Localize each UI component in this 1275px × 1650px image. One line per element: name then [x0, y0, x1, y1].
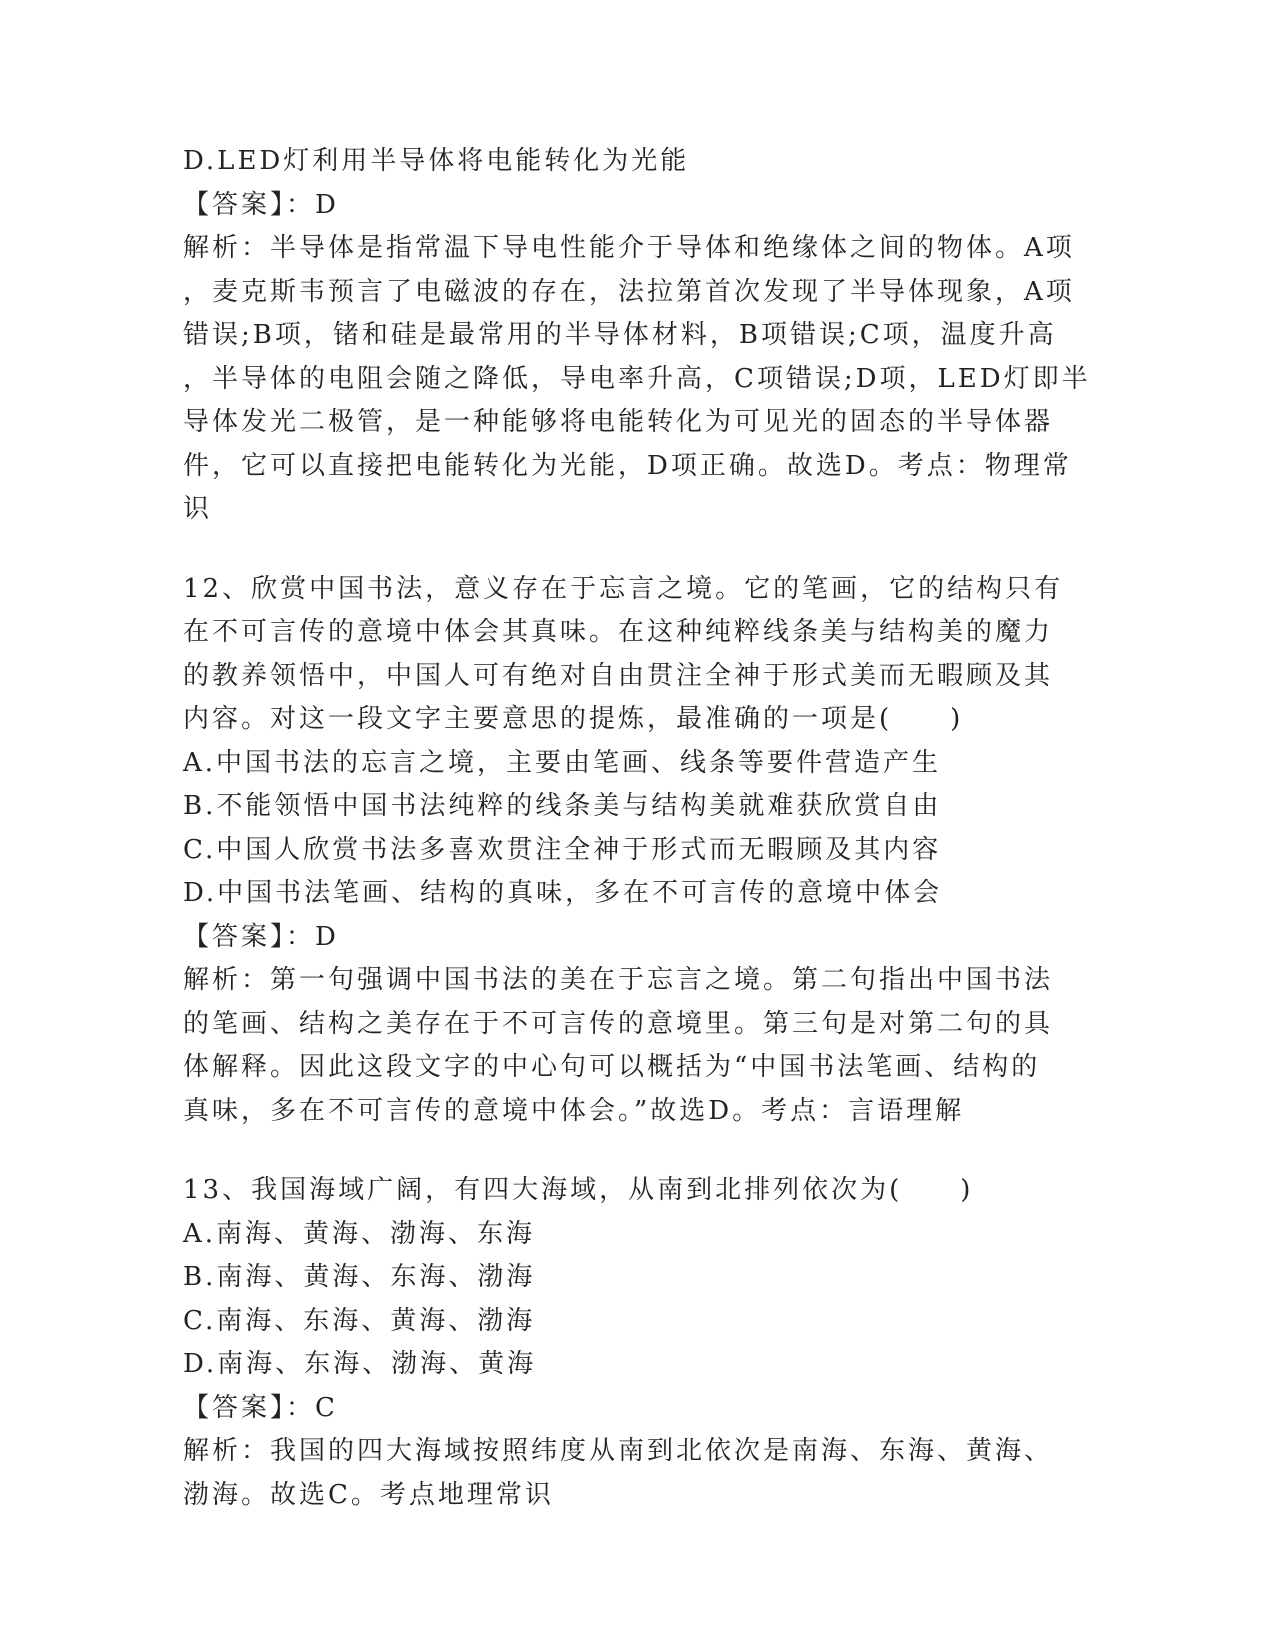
q12-option-b: B.不能领悟中国书法纯粹的线条美与结构美就难获欣赏自由	[183, 791, 942, 821]
q13-answer: 【答案】：C	[183, 1392, 338, 1423]
q12-question-line: 内容。对这一段文字主要意思的提炼，最准确的一项是( )	[183, 704, 964, 734]
q13-question: 13、我国海域广阔，有四大海域，从南到北排列依次为( )	[183, 1175, 974, 1205]
q13-option-c: C.南海、东海、黄海、渤海	[183, 1305, 536, 1336]
q12-option-c: C.中国人欣赏书法多喜欢贯注全神于形式而无暇顾及其内容	[183, 834, 942, 865]
q12-option-d: D.中国书法笔画、结构的真味，多在不可言传的意境中体会	[183, 878, 943, 908]
document-page	[183, 140, 1091, 1517]
question-11	[183, 140, 1091, 532]
q12-analysis-line: 解析：第一句强调中国书法的美在于忘言之境。第二句指出中国书法	[183, 965, 1054, 995]
q12-option-a: A.中国书法的忘言之境，主要由笔画、线条等要件营造产生	[183, 747, 942, 778]
q12-question-line: 12、欣赏中国书法，意义存在于忘言之境。它的笔画，它的结构只有	[183, 573, 1064, 604]
question-13	[183, 1169, 1083, 1517]
spacer	[183, 1133, 1083, 1169]
q12-answer: 【答案】：D	[183, 921, 339, 952]
q13-analysis-line: 渤海。故选C。考点地理常识	[183, 1479, 554, 1510]
q11-answer: 【答案】：D	[183, 189, 339, 220]
q11-analysis-line: 识	[183, 494, 213, 524]
q11-analysis-line: ，半导体的电阻会随之降低，导电率升高，C项错误;D项，LED灯即半	[183, 363, 1091, 394]
q11-option-d: D.LED灯利用半导体将电能转化为光能	[183, 146, 690, 176]
q11-analysis-line: 导体发光二极管，是一种能够将电能转化为可见光的固态的半导体器	[183, 407, 1054, 437]
q12-analysis-line: 体解释。因此这段文字的中心句可以概括为“中国书法笔画、结构的	[183, 1052, 1041, 1082]
q11-analysis-line: 错误;B项，锗和硅是最常用的半导体材料，B项错误;C项，温度升高	[183, 320, 1057, 350]
q11-analysis-line: ，麦克斯韦预言了电磁波的存在，法拉第首次发现了半导体现象，A项	[183, 276, 1075, 307]
q12-question-line: 在不可言传的意境中体会其真味。在这种纯粹线条美与结构美的魔力	[183, 617, 1054, 647]
question-12	[183, 568, 1083, 1134]
spacer	[183, 532, 1083, 568]
q11-analysis-line: 解析：半导体是指常温下导电性能介于导体和绝缘体之间的物体。A项	[183, 233, 1075, 263]
q13-option-a: A.南海、黄海、渤海、东海	[183, 1218, 536, 1249]
q13-option-b: B.南海、黄海、东海、渤海	[183, 1262, 536, 1292]
q12-question-line: 的教养领悟中，中国人可有绝对自由贯注全神于形式美而无暇顾及其	[183, 660, 1054, 691]
q12-analysis-line: 的笔画、结构之美存在于不可言传的意境里。第三句是对第二句的具	[183, 1008, 1054, 1039]
q12-analysis-line: 真味，多在不可言传的意境中体会。”故选D。考点：言语理解	[183, 1095, 965, 1126]
q13-option-d: D.南海、东海、渤海、黄海	[183, 1349, 537, 1379]
q11-analysis-line: 件，它可以直接把电能转化为光能，D项正确。故选D。考点：物理常	[183, 450, 1072, 481]
q13-analysis-line: 解析：我国的四大海域按照纬度从南到北依次是南海、东海、黄海、	[183, 1436, 1054, 1466]
